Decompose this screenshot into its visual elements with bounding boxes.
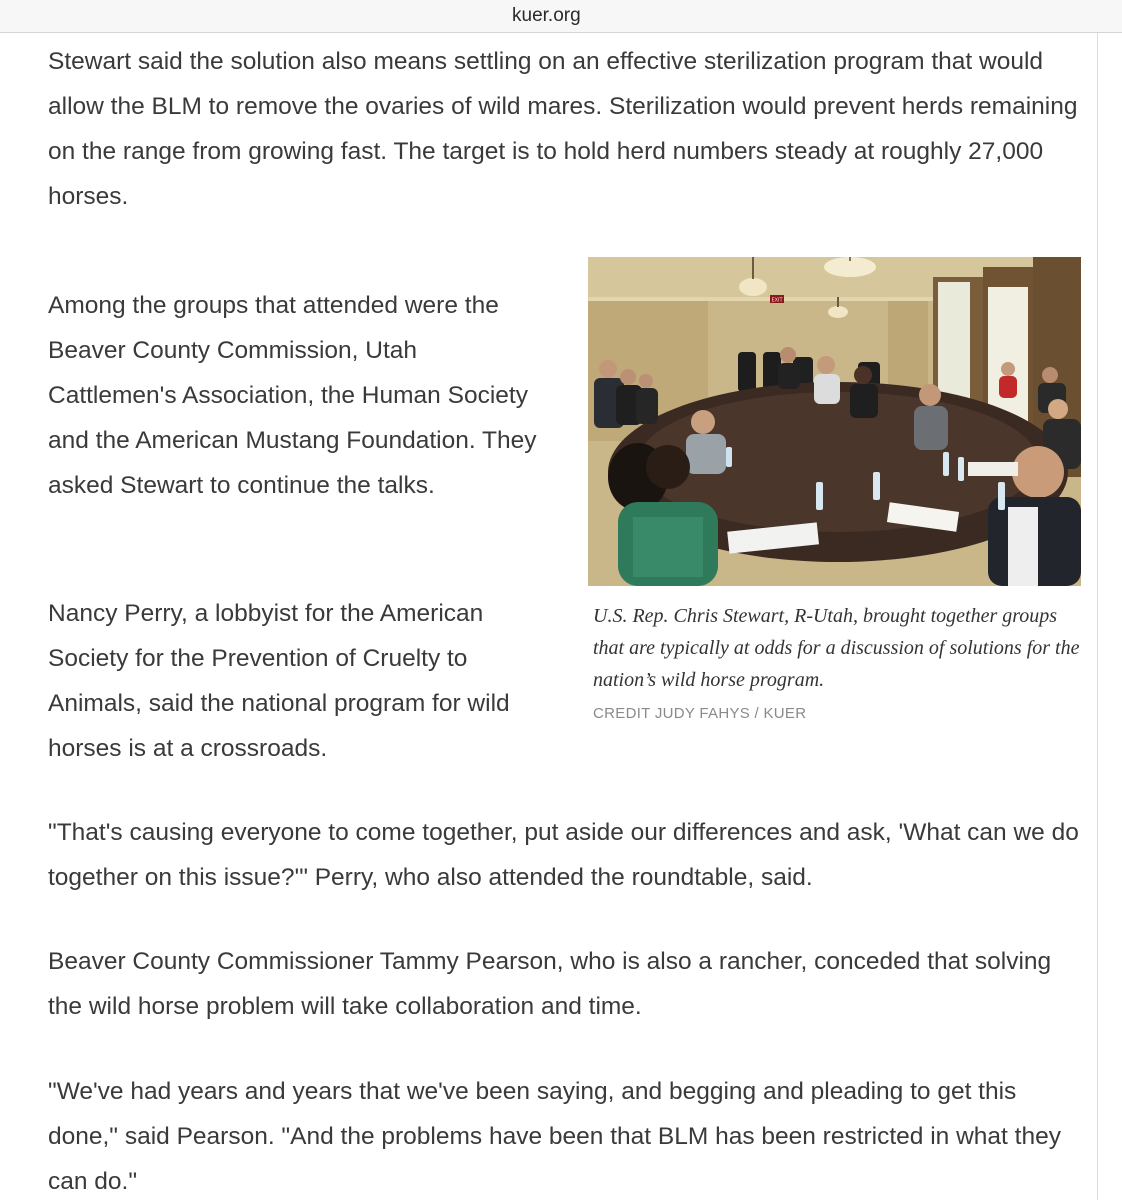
article-paragraph-1: Stewart said the solution also means settling on an effective sterilization program that would allow the BLM to remove the ovaries of wild mares. Sterilization would prevent herds remaining on the range from growing fast. The target is to hold herd numbers steady at roughly 27,000 horses. (48, 48, 1078, 210)
photo-caption: U.S. Rep. Chris Stewart, R-Utah, brought together groups that are typically at odds for a discussion of solutions for the nation’s wild horse program. (593, 605, 1080, 691)
article-paragraph-6: "We've had years and years that we've been saying, and begging and pleading to get this done," said Pearson. "And the problems have been that BLM has been restricted in what they can do." (48, 1078, 1061, 1195)
exit-sign: EXIT (771, 297, 783, 304)
article-paragraph-3: Nancy Perry, a lobbyist for the American Society for the Prevention of Cruelty to Animals, said the national program for wild horses is at a crossroads. (48, 600, 510, 762)
photo-credit: CREDIT JUDY FAHYS / KUER (593, 705, 807, 722)
page-edge-divider (1097, 33, 1098, 1200)
article-paragraph-5: Beaver County Commissioner Tammy Pearson, who is also a rancher, conceded that solving the wild horse problem will take collaboration and time. (48, 948, 1052, 1020)
url-text[interactable]: kuer.org (512, 5, 581, 26)
meeting-room-illustration (588, 257, 1081, 586)
article-photo (588, 257, 1081, 586)
article-paragraph-2: Among the groups that attended were the Beaver County Commission, Utah Cattlemen's Association, the Human Society and the American Mustang Foundation. They asked Stewart to continue the talks. (48, 292, 537, 499)
browser-url-bar[interactable] (0, 0, 1122, 33)
article-paragraph-4: "That's causing everyone to come together, put aside our differences and ask, 'What can we do together on this issue?'" Perry, who also attended the roundtable, said. (48, 819, 1079, 891)
